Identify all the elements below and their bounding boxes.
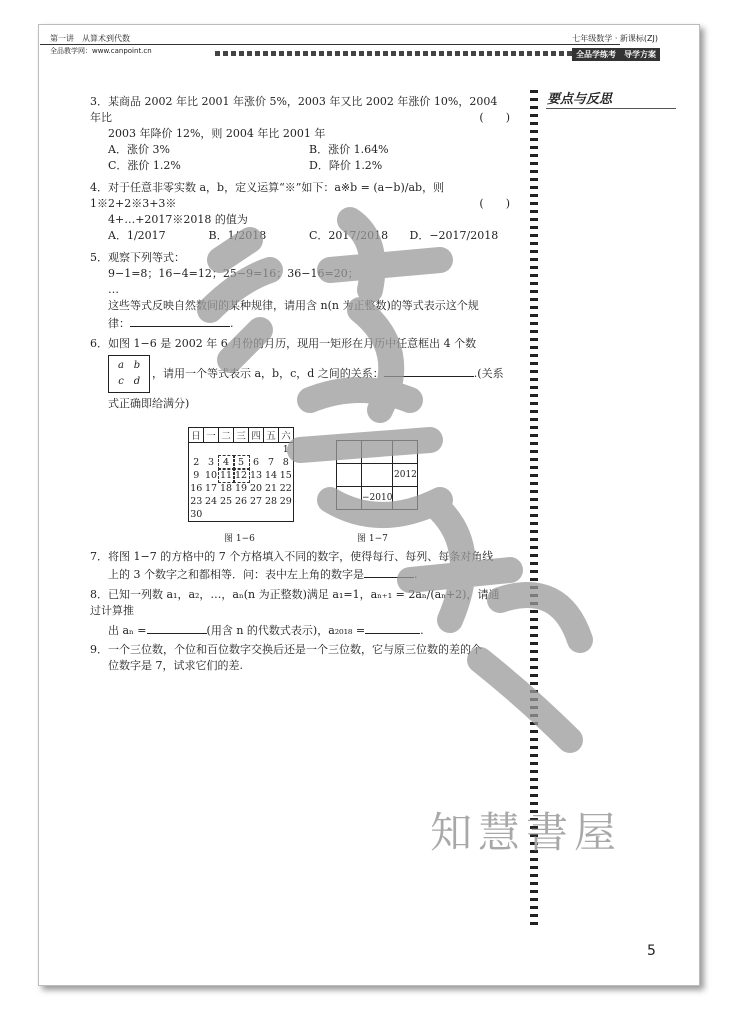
- grid-caption: 图 1−7: [357, 534, 388, 544]
- header-chapter: 第一讲 从算术到代数: [50, 34, 130, 43]
- q7-text: 7．将图 1−7 的方格中的 7 个方格填入不同的数字，使得每行、每列、每条对角线: [90, 550, 494, 563]
- q9-text: 9．一个三位数，个位和百位数字交换后还是一个三位数，它与原三位数的差的个: [90, 643, 482, 656]
- watermark-text: 知慧書屋: [430, 808, 623, 857]
- q4-text2: 4+…+2017※2018 的值为: [108, 213, 248, 226]
- question-3: [90, 94, 510, 174]
- calendar-day: 7: [267, 457, 275, 468]
- calendar-day: 9: [193, 470, 200, 481]
- q6-a: a: [118, 360, 124, 371]
- q3-option-c[interactable]: C．涨价 1.2%: [108, 159, 181, 172]
- header-rule: [40, 44, 620, 45]
- q9-text2: 位数字是 7，试求它们的差.: [108, 659, 243, 672]
- q8-text2: 出 aₙ =: [108, 624, 147, 637]
- calendar-caption: 图 1−6: [224, 534, 255, 544]
- q5-text3: 律：: [108, 317, 130, 330]
- calendar-day: 14: [264, 470, 278, 481]
- header-course: 七年级数学 · 新课标(ZJ): [572, 34, 658, 43]
- calendar-weekday: 三: [234, 428, 249, 443]
- q4-option-a[interactable]: A．1/2017: [108, 229, 166, 242]
- calendar-weekday: 五: [264, 428, 279, 443]
- calendar-day: 25: [219, 496, 233, 507]
- calendar-day: 1: [282, 444, 289, 455]
- q4-answer-paren[interactable]: ( ): [479, 197, 510, 210]
- q3-text2: 2003 年降价 12%，则 2004 年比 2001 年: [108, 127, 326, 140]
- calendar-day: 29: [279, 496, 292, 507]
- q4-option-b[interactable]: B．1/2018: [208, 229, 267, 242]
- calendar-day: 11: [219, 470, 233, 481]
- q7-period: .: [414, 568, 418, 581]
- header-badge: 全品学练考 导学方案: [572, 48, 660, 61]
- sidebar-rule: [546, 108, 676, 109]
- calendar-day: 12: [234, 470, 248, 481]
- q8-period: .: [420, 624, 424, 637]
- grid-cell-2010: −2010: [362, 487, 393, 510]
- calendar-day: 2: [193, 457, 200, 468]
- q5-ellipsis: …: [108, 283, 119, 296]
- calendar-day: 28: [264, 496, 278, 507]
- q6-d: d: [133, 376, 141, 387]
- calendar-day: 30: [190, 509, 203, 520]
- calendar-day: 24: [204, 496, 218, 507]
- q5-text2: 这些等式反映自然数间的某种规律，请用含 n(n 为正整数)的等式表示这个规: [108, 299, 479, 312]
- q5-equations: 9−1=8；16−4=12；25−9=16；36−16=20；: [108, 267, 359, 280]
- calendar-day: 16: [190, 483, 203, 494]
- calendar-weekday: 六: [279, 428, 294, 443]
- grid-cell-2012: 2012: [393, 464, 418, 487]
- q6-c: c: [118, 376, 124, 387]
- calendar-day: 19: [234, 483, 248, 494]
- q6-text4: 式正确即给满分): [108, 397, 190, 410]
- q4-text: 4．对于任意非零实数 a，b，定义运算“※”如下：a※b = (a−b)/ab，则 1※2+2※3+3※: [90, 181, 445, 210]
- q3-option-d[interactable]: D．降价 1.2%: [309, 159, 383, 172]
- calendar-day: 15: [279, 470, 292, 481]
- q3-text: 3．某商品 2002 年比 2001 年涨价 5%，2003 年又比 2002 年涨价 10%，2004 年比: [90, 95, 498, 124]
- q3-options: [90, 142, 510, 174]
- q8-text3: (用含 n 的代数式表示)，a₂₀₁₈ =: [206, 624, 366, 637]
- calendar-day: 23: [190, 496, 203, 507]
- calendar-day: 6: [252, 457, 260, 468]
- calligraphy-watermark: [180, 200, 600, 760]
- calendar-day: 21: [264, 483, 278, 494]
- q4-option-d[interactable]: D．−2017/2018: [409, 229, 499, 242]
- q4-option-c[interactable]: C．2017/2018: [309, 229, 389, 242]
- sidebar-title: 要点与反思: [547, 92, 613, 107]
- q6-b: b: [133, 360, 141, 371]
- q5-period: .: [230, 317, 234, 330]
- page-number: 5: [647, 943, 656, 959]
- header-dash-bar: [215, 51, 585, 56]
- q7-text2: 上的 3 个数字之和都相等．问：表中左上角的数字是: [108, 568, 364, 581]
- calendar-day: 20: [249, 483, 263, 494]
- q6-text: 6．如图 1−6 是 2002 年 6 月份的月历，现用一矩形在月历中任意框出 4 个数: [90, 337, 477, 350]
- calendar-weekday: 一: [204, 428, 219, 443]
- q6-abcd-box: [108, 355, 150, 393]
- calendar-day: 3: [207, 457, 215, 468]
- calendar-day: 10: [204, 470, 218, 481]
- calendar-day: 22: [279, 483, 292, 494]
- header-site: 全品教学网：www.canpoint.cn: [50, 47, 152, 55]
- calendar-day: 26: [234, 496, 248, 507]
- calendar-day: 5: [234, 456, 249, 469]
- q6-text2: ，请用一个等式表示 a，b，c，d 之间的关系：: [152, 367, 384, 380]
- calendar-day: 13: [249, 470, 263, 481]
- q6-text3: .(关系: [473, 367, 504, 380]
- calendar-weekday: 四: [249, 428, 264, 443]
- calendar-day: 4: [219, 456, 234, 469]
- calendar-weekday: 二: [219, 428, 234, 443]
- calendar-weekday: 日: [189, 428, 204, 443]
- calendar-day: 17: [204, 483, 218, 494]
- calendar-day: 8: [282, 457, 289, 468]
- calendar-day: 18: [219, 483, 233, 494]
- calendar-day: 27: [249, 496, 263, 507]
- q5-text: 5．观察下列等式：: [90, 251, 185, 264]
- q8-text: 8．已知一列数 a₁，a₂，…，aₙ(n 为正整数)满足 a₁=1，aₙ₊₁ = 2aₙ/(aₙ+2)，请通过计算推: [90, 588, 500, 617]
- q3-option-a[interactable]: A．涨价 3%: [108, 143, 170, 156]
- q3-option-b[interactable]: B．涨价 1.64%: [309, 143, 389, 156]
- q3-answer-paren[interactable]: ( ): [479, 111, 510, 124]
